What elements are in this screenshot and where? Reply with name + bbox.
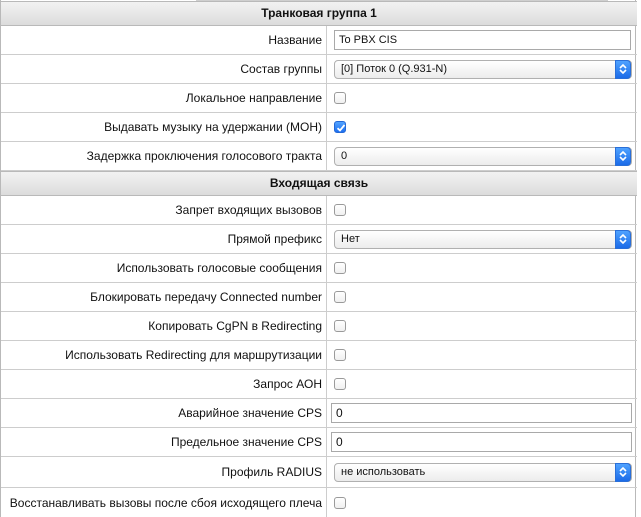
name-label: Название	[268, 33, 322, 47]
moh-checkbox[interactable]	[334, 121, 346, 133]
restore-calls-checkbox[interactable]	[334, 497, 346, 509]
emergency-cps-input[interactable]: 0	[331, 403, 632, 423]
updown-chevron-icon	[615, 463, 631, 482]
checkmark-icon	[335, 122, 347, 134]
section-header-trunk: Транковая группа 1	[1, 1, 637, 26]
local-direction-checkbox[interactable]	[334, 92, 346, 104]
direct-prefix-label: Прямой префикс	[227, 232, 322, 246]
voice-delay-label: Задержка проключения голосового тракта	[86, 149, 322, 163]
aon-request-label: Запрос АОН	[253, 377, 322, 391]
row-moh	[1, 113, 637, 142]
group-select-value: [0] Поток 0 (Q.931-N)	[341, 63, 448, 75]
row-local-direction	[1, 84, 637, 113]
row-name	[1, 26, 637, 55]
limit-cps-label: Предельное значение CPS	[170, 435, 322, 449]
row-copy-cgpn	[1, 312, 637, 341]
copy-cgpn-checkbox[interactable]	[334, 320, 346, 332]
direct-prefix-select-value: Нет	[341, 233, 360, 245]
row-aon-request	[1, 370, 637, 399]
voice-delay-select[interactable]	[334, 147, 632, 166]
group-select[interactable]	[334, 60, 632, 79]
row-radius-profile	[1, 457, 637, 488]
direct-prefix-select[interactable]	[334, 230, 632, 249]
local-direction-label: Локальное направление	[185, 91, 322, 105]
voice-messages-checkbox[interactable]	[334, 262, 346, 274]
row-restore-calls	[1, 488, 637, 517]
redirecting-routing-label: Использовать Redirecting для маршрутизации	[65, 348, 322, 362]
radius-profile-label: Профиль RADIUS	[221, 465, 322, 479]
redirecting-routing-checkbox[interactable]	[334, 349, 346, 361]
row-group	[1, 55, 637, 84]
row-redirecting-routing	[1, 341, 637, 370]
ban-incoming-checkbox[interactable]	[334, 204, 346, 216]
updown-chevron-icon	[615, 147, 631, 166]
row-ban-incoming	[1, 196, 637, 225]
row-voice-messages	[1, 254, 637, 283]
group-label: Состав группы	[240, 62, 322, 76]
block-connected-label: Блокировать передачу Connected number	[90, 290, 322, 304]
row-direct-prefix	[1, 225, 637, 254]
emergency-cps-label: Аварийное значение CPS	[178, 406, 322, 420]
row-limit-cps	[1, 428, 637, 457]
ban-incoming-label: Запрет входящих вызовов	[175, 203, 322, 217]
voice-messages-label: Использовать голосовые сообщения	[116, 261, 322, 275]
radius-profile-select[interactable]	[334, 463, 632, 482]
row-block-connected	[1, 283, 637, 312]
voice-delay-select-value: 0	[341, 150, 348, 162]
aon-request-checkbox[interactable]	[334, 378, 346, 390]
updown-chevron-icon	[615, 230, 631, 249]
radius-profile-select-value: не использовать	[341, 466, 426, 478]
section-header-incoming: Входящая связь	[1, 171, 637, 196]
limit-cps-input[interactable]: 0	[331, 432, 632, 452]
copy-cgpn-label: Копировать CgPN в Redirecting	[148, 319, 322, 333]
moh-label: Выдавать музыку на удержании (MOH)	[104, 120, 322, 134]
row-emergency-cps	[1, 399, 637, 428]
block-connected-checkbox[interactable]	[334, 291, 346, 303]
row-voice-delay	[1, 142, 637, 171]
name-input[interactable]: To PBX CIS	[334, 30, 631, 50]
updown-chevron-icon	[615, 60, 631, 79]
restore-calls-label: Восстанавливать вызовы после сбоя исходящего плеча	[9, 495, 322, 510]
